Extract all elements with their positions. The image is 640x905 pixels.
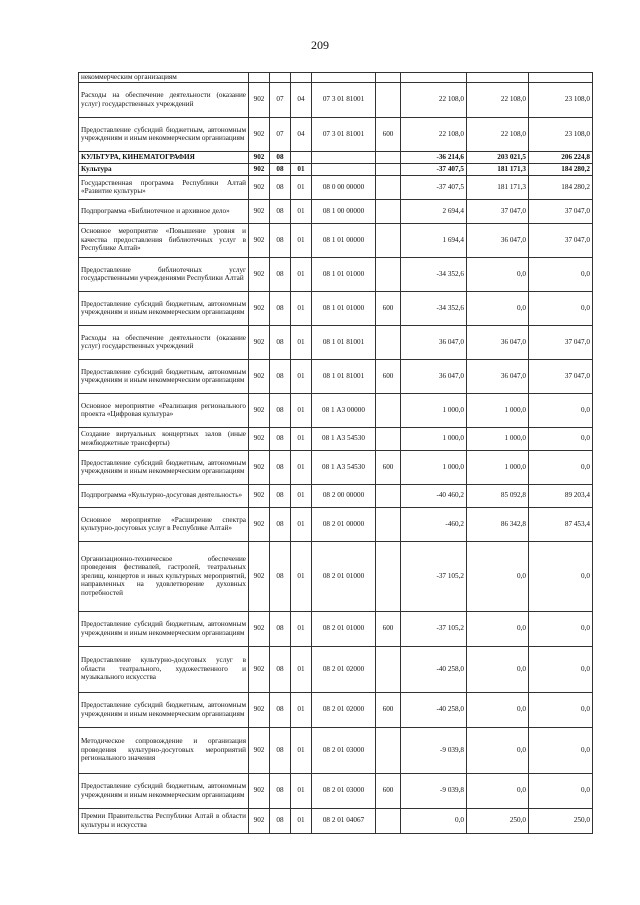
- cell-amount-3: 87 453,4: [529, 507, 593, 541]
- cell-expense-type: [376, 393, 401, 427]
- cell-name: Подпрограмма «Культурно-досуговая деятельность»: [79, 484, 249, 507]
- cell-section: 08: [270, 359, 291, 393]
- cell-subsection: 01: [291, 773, 312, 808]
- cell-amount-1: 2 694,4: [401, 199, 467, 223]
- cell-expense-type: [376, 727, 401, 773]
- cell-amount-2: 1 000,0: [467, 450, 529, 484]
- cell-admin-code: 902: [249, 484, 270, 507]
- cell-amount-1: 1 000,0: [401, 427, 467, 450]
- cell-target-article: 08 1 01 00000: [312, 223, 376, 257]
- cell-section: 08: [270, 175, 291, 199]
- cell-admin-code: 902: [249, 117, 270, 151]
- cell-amount-2: 1 000,0: [467, 393, 529, 427]
- cell-amount-1: 0,0: [401, 808, 467, 833]
- cell-amount-3: 250,0: [529, 808, 593, 833]
- cell-subsection: 04: [291, 82, 312, 117]
- cell-target-article: 08 2 00 00000: [312, 484, 376, 507]
- cell-admin-code: 902: [249, 199, 270, 223]
- cell-name: Предоставление субсидий бюджетным, автономным учреждениям и иным некоммерческим организациям: [79, 692, 249, 727]
- cell-name: Создание виртуальных концертных залов (иные межбюджетные трансферты): [79, 427, 249, 450]
- cell-expense-type: [376, 808, 401, 833]
- cell-target-article: 08 2 01 01000: [312, 611, 376, 646]
- cell-name: Подпрограмма «Библиотечное и архивное дело»: [79, 199, 249, 223]
- cell-name: Основное мероприятие «Повышение уровня и качества предоставления библиотечных услуг в Республике Алтай»: [79, 223, 249, 257]
- cell-section: 08: [270, 646, 291, 692]
- cell-expense-type: [376, 507, 401, 541]
- table-row: [79, 646, 593, 692]
- cell-amount-2: 0,0: [467, 646, 529, 692]
- table-row: [79, 727, 593, 773]
- cell-target-article: 08 1 А3 54530: [312, 450, 376, 484]
- cell-subsection: 01: [291, 325, 312, 359]
- table-row: [79, 427, 593, 450]
- cell-amount-2: 36 047,0: [467, 359, 529, 393]
- table-row: [79, 73, 593, 83]
- cell-amount-1: -34 352,6: [401, 257, 467, 291]
- cell-amount-3: 0,0: [529, 773, 593, 808]
- table-row: [79, 773, 593, 808]
- cell-admin-code: 902: [249, 611, 270, 646]
- cell-target-article: 07 3 01 81001: [312, 82, 376, 117]
- cell-amount-3: 89 203,4: [529, 484, 593, 507]
- cell-expense-type: 600: [376, 692, 401, 727]
- cell-expense-type: 600: [376, 611, 401, 646]
- cell-amount-1: [401, 73, 467, 83]
- cell-admin-code: 902: [249, 257, 270, 291]
- cell-target-article: 08 2 01 03000: [312, 773, 376, 808]
- cell-amount-1: 36 047,0: [401, 359, 467, 393]
- table-row: [79, 199, 593, 223]
- table-row: [79, 291, 593, 325]
- cell-expense-type: [376, 82, 401, 117]
- cell-section: 07: [270, 117, 291, 151]
- cell-amount-1: -37 105,2: [401, 541, 467, 611]
- cell-name: КУЛЬТУРА, КИНЕМАТОГРАФИЯ: [79, 151, 249, 163]
- table-row: [79, 257, 593, 291]
- table-row: [79, 450, 593, 484]
- cell-target-article: 08 1 01 01000: [312, 257, 376, 291]
- cell-subsection: 01: [291, 450, 312, 484]
- cell-amount-1: -40 258,0: [401, 646, 467, 692]
- cell-section: 08: [270, 484, 291, 507]
- cell-amount-2: 1 000,0: [467, 427, 529, 450]
- cell-expense-type: [376, 199, 401, 223]
- cell-subsection: 01: [291, 808, 312, 833]
- cell-target-article: 08 1 А3 00000: [312, 393, 376, 427]
- cell-section: 08: [270, 257, 291, 291]
- cell-section: 08: [270, 727, 291, 773]
- cell-subsection: 01: [291, 175, 312, 199]
- cell-target-article: 08 2 01 01000: [312, 541, 376, 611]
- cell-admin-code: 902: [249, 808, 270, 833]
- cell-target-article: 08 2 01 00000: [312, 507, 376, 541]
- table-row: [79, 223, 593, 257]
- table-row: [79, 163, 593, 175]
- cell-admin-code: 902: [249, 450, 270, 484]
- cell-amount-1: 36 047,0: [401, 325, 467, 359]
- cell-subsection: 01: [291, 727, 312, 773]
- cell-admin-code: 902: [249, 82, 270, 117]
- cell-name: Государственная программа Республики Алтай «Развитие культуры»: [79, 175, 249, 199]
- cell-amount-1: 22 108,0: [401, 117, 467, 151]
- cell-subsection: 01: [291, 393, 312, 427]
- cell-expense-type: 600: [376, 450, 401, 484]
- cell-amount-3: 184 280,2: [529, 175, 593, 199]
- cell-admin-code: 902: [249, 692, 270, 727]
- cell-section: 07: [270, 82, 291, 117]
- cell-section: 08: [270, 611, 291, 646]
- cell-name: Организационно-техническое обеспечение проведения фестивалей, гастролей, театральных зрелищ, концертов и иных культурных мероприятий, направленных на удовлетворение духовных потребностей: [79, 541, 249, 611]
- cell-amount-3: 0,0: [529, 646, 593, 692]
- cell-section: 08: [270, 541, 291, 611]
- cell-amount-1: -36 214,6: [401, 151, 467, 163]
- cell-amount-2: 0,0: [467, 727, 529, 773]
- cell-amount-3: 0,0: [529, 257, 593, 291]
- cell-amount-2: 0,0: [467, 257, 529, 291]
- cell-amount-2: 22 108,0: [467, 117, 529, 151]
- cell-section: 08: [270, 291, 291, 325]
- cell-section: 08: [270, 151, 291, 163]
- table-row: [79, 117, 593, 151]
- table-row: [79, 359, 593, 393]
- table-row: [79, 151, 593, 163]
- cell-section: 08: [270, 163, 291, 175]
- cell-subsection: 01: [291, 199, 312, 223]
- cell-target-article: 07 3 01 81001: [312, 117, 376, 151]
- cell-amount-2: 36 047,0: [467, 325, 529, 359]
- cell-amount-1: -37 407,5: [401, 175, 467, 199]
- cell-amount-1: -37 105,2: [401, 611, 467, 646]
- cell-subsection: 04: [291, 117, 312, 151]
- cell-subsection: 01: [291, 291, 312, 325]
- cell-amount-3: 37 047,0: [529, 199, 593, 223]
- cell-subsection: 01: [291, 223, 312, 257]
- cell-expense-type: 600: [376, 773, 401, 808]
- cell-amount-1: 1 694,4: [401, 223, 467, 257]
- cell-subsection: 01: [291, 427, 312, 450]
- cell-expense-type: [376, 151, 401, 163]
- cell-target-article: 08 1 01 81001: [312, 325, 376, 359]
- cell-admin-code: [249, 73, 270, 83]
- cell-name: Предоставление субсидий бюджетным, автономным учреждениям и иным некоммерческим организациям: [79, 773, 249, 808]
- cell-amount-2: [467, 73, 529, 83]
- cell-admin-code: 902: [249, 359, 270, 393]
- cell-amount-3: 0,0: [529, 393, 593, 427]
- cell-amount-3: 0,0: [529, 541, 593, 611]
- cell-subsection: 01: [291, 541, 312, 611]
- cell-amount-2: 203 021,5: [467, 151, 529, 163]
- cell-amount-1: -40 258,0: [401, 692, 467, 727]
- cell-admin-code: 902: [249, 727, 270, 773]
- cell-amount-3: 0,0: [529, 611, 593, 646]
- cell-target-article: 08 2 01 03000: [312, 727, 376, 773]
- cell-amount-2: 0,0: [467, 773, 529, 808]
- cell-name: Предоставление субсидий бюджетным, автономным учреждениям и иным некоммерческим организациям: [79, 359, 249, 393]
- cell-subsection: 01: [291, 484, 312, 507]
- cell-amount-2: 22 108,0: [467, 82, 529, 117]
- cell-admin-code: 902: [249, 163, 270, 175]
- cell-amount-3: 23 108,0: [529, 82, 593, 117]
- cell-amount-3: 37 047,0: [529, 359, 593, 393]
- cell-amount-2: 0,0: [467, 541, 529, 611]
- cell-amount-2: 37 047,0: [467, 199, 529, 223]
- cell-subsection: [291, 151, 312, 163]
- cell-amount-2: 86 342,8: [467, 507, 529, 541]
- cell-amount-3: 0,0: [529, 291, 593, 325]
- cell-name: Предоставление субсидий бюджетным, автономным учреждениям и иным некоммерческим организациям: [79, 611, 249, 646]
- cell-section: 08: [270, 773, 291, 808]
- cell-amount-3: 0,0: [529, 727, 593, 773]
- cell-section: 08: [270, 427, 291, 450]
- cell-amount-3: 23 108,0: [529, 117, 593, 151]
- cell-name: Предоставление культурно-досуговых услуг в области театрального, художественного и музыкального искусства: [79, 646, 249, 692]
- cell-target-article: 08 0 00 00000: [312, 175, 376, 199]
- cell-expense-type: [376, 175, 401, 199]
- page-number: 209: [311, 38, 329, 52]
- cell-target-article: [312, 163, 376, 175]
- cell-target-article: 08 1 01 81001: [312, 359, 376, 393]
- cell-amount-3: 0,0: [529, 427, 593, 450]
- cell-expense-type: [376, 484, 401, 507]
- cell-subsection: 01: [291, 507, 312, 541]
- cell-admin-code: 902: [249, 175, 270, 199]
- cell-subsection: 01: [291, 646, 312, 692]
- cell-expense-type: [376, 223, 401, 257]
- cell-expense-type: 600: [376, 291, 401, 325]
- cell-amount-2: 0,0: [467, 692, 529, 727]
- cell-amount-3: 37 047,0: [529, 223, 593, 257]
- cell-admin-code: 902: [249, 223, 270, 257]
- cell-amount-3: 206 224,8: [529, 151, 593, 163]
- cell-admin-code: 902: [249, 393, 270, 427]
- cell-target-article: [312, 151, 376, 163]
- cell-name: Основное мероприятие «Расширение спектра культурно-досуговых услуг в Республике Алтай»: [79, 507, 249, 541]
- cell-name: Культура: [79, 163, 249, 175]
- cell-expense-type: [376, 163, 401, 175]
- cell-amount-1: -9 039,8: [401, 773, 467, 808]
- cell-expense-type: [376, 541, 401, 611]
- cell-section: 08: [270, 393, 291, 427]
- table-body: [79, 73, 593, 834]
- cell-section: 08: [270, 325, 291, 359]
- cell-amount-2: 181 171,3: [467, 163, 529, 175]
- cell-amount-1: -34 352,6: [401, 291, 467, 325]
- cell-subsection: 01: [291, 257, 312, 291]
- cell-expense-type: [376, 427, 401, 450]
- cell-target-article: 08 1 01 01000: [312, 291, 376, 325]
- cell-amount-2: 0,0: [467, 291, 529, 325]
- cell-target-article: 08 1 00 00000: [312, 199, 376, 223]
- cell-section: 08: [270, 507, 291, 541]
- cell-expense-type: [376, 325, 401, 359]
- cell-admin-code: 902: [249, 773, 270, 808]
- cell-amount-3: 184 280,2: [529, 163, 593, 175]
- cell-target-article: 08 2 01 04067: [312, 808, 376, 833]
- cell-amount-1: 1 000,0: [401, 393, 467, 427]
- table-row: [79, 82, 593, 117]
- cell-admin-code: 902: [249, 325, 270, 359]
- cell-expense-type: 600: [376, 117, 401, 151]
- cell-amount-2: 85 092,8: [467, 484, 529, 507]
- cell-amount-1: 1 000,0: [401, 450, 467, 484]
- cell-section: 08: [270, 223, 291, 257]
- cell-amount-3: 0,0: [529, 692, 593, 727]
- cell-target-article: [312, 73, 376, 83]
- cell-admin-code: 902: [249, 646, 270, 692]
- cell-target-article: 08 1 А3 54530: [312, 427, 376, 450]
- cell-admin-code: 902: [249, 507, 270, 541]
- cell-admin-code: 902: [249, 151, 270, 163]
- table-row: [79, 692, 593, 727]
- table-row: [79, 484, 593, 507]
- cell-name: Предоставление субсидий бюджетным, автономным учреждениям и иным некоммерческим организациям: [79, 291, 249, 325]
- cell-amount-2: 36 047,0: [467, 223, 529, 257]
- cell-subsection: 01: [291, 359, 312, 393]
- cell-amount-3: 37 047,0: [529, 325, 593, 359]
- table-row: [79, 175, 593, 199]
- cell-section: 08: [270, 808, 291, 833]
- cell-name: Предоставление субсидий бюджетным, автономным учреждениям и иным некоммерческим организациям: [79, 117, 249, 151]
- cell-subsection: [291, 73, 312, 83]
- cell-subsection: 01: [291, 692, 312, 727]
- table-row: [79, 541, 593, 611]
- cell-section: [270, 73, 291, 83]
- cell-amount-3: [529, 73, 593, 83]
- cell-amount-1: -40 460,2: [401, 484, 467, 507]
- cell-target-article: 08 2 01 02000: [312, 646, 376, 692]
- budget-table: [78, 72, 593, 834]
- cell-expense-type: [376, 257, 401, 291]
- cell-name: некоммерческим организациям: [79, 73, 249, 83]
- table-row: [79, 808, 593, 833]
- cell-name: Расходы на обеспечение деятельности (оказание услуг) государственных учреждений: [79, 82, 249, 117]
- table-row: [79, 325, 593, 359]
- cell-amount-2: 250,0: [467, 808, 529, 833]
- cell-amount-3: 0,0: [529, 450, 593, 484]
- cell-name: Расходы на обеспечение деятельности (оказание услуг) государственных учреждений: [79, 325, 249, 359]
- cell-expense-type: [376, 73, 401, 83]
- cell-amount-1: -460,2: [401, 507, 467, 541]
- cell-subsection: 01: [291, 611, 312, 646]
- cell-name: Методическое сопровождение и организация проведения культурно-досуговых мероприятий регионального значения: [79, 727, 249, 773]
- cell-amount-1: 22 108,0: [401, 82, 467, 117]
- cell-admin-code: 902: [249, 427, 270, 450]
- cell-name: Премии Правительства Республики Алтай в области культуры и искусства: [79, 808, 249, 833]
- cell-expense-type: 600: [376, 359, 401, 393]
- cell-name: Предоставление библиотечных услуг государственными учреждениями Республики Алтай: [79, 257, 249, 291]
- cell-subsection: 01: [291, 163, 312, 175]
- cell-name: Основное мероприятие «Реализация регионального проекта «Цифровая культура»: [79, 393, 249, 427]
- cell-name: Предоставление субсидий бюджетным, автономным учреждениям и иным некоммерческим организациям: [79, 450, 249, 484]
- cell-target-article: 08 2 01 02000: [312, 692, 376, 727]
- cell-admin-code: 902: [249, 541, 270, 611]
- cell-section: 08: [270, 692, 291, 727]
- cell-section: 08: [270, 450, 291, 484]
- cell-admin-code: 902: [249, 291, 270, 325]
- cell-amount-2: 181 171,3: [467, 175, 529, 199]
- cell-amount-2: 0,0: [467, 611, 529, 646]
- table-row: [79, 507, 593, 541]
- table-row: [79, 393, 593, 427]
- cell-amount-1: -37 407,5: [401, 163, 467, 175]
- cell-section: 08: [270, 199, 291, 223]
- table-row: [79, 611, 593, 646]
- cell-expense-type: [376, 646, 401, 692]
- cell-amount-1: -9 039,8: [401, 727, 467, 773]
